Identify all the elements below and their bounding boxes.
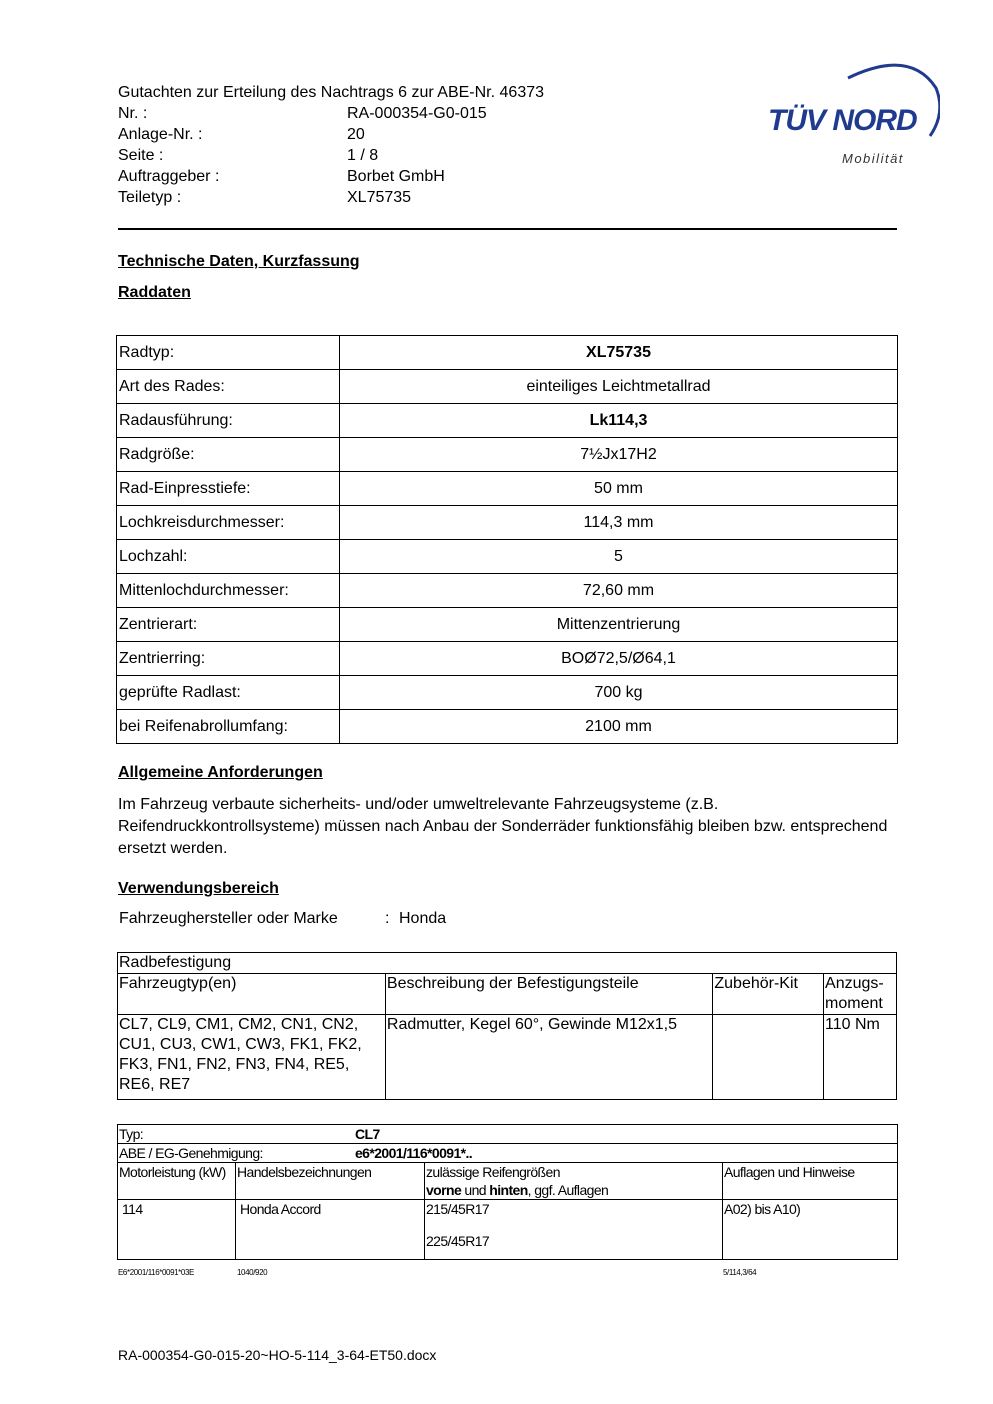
header-value: 20: [347, 126, 365, 143]
raddaten-label: geprüfte Radlast:: [117, 676, 340, 710]
column-header: Zubehör-Kit: [713, 974, 824, 1015]
raddaten-row: [117, 506, 898, 540]
column-header: Anzugs-moment: [824, 974, 897, 1015]
header-field-teiletyp: [118, 187, 544, 208]
section-heading-anforderungen: Allgemeine Anforderungen: [118, 764, 323, 781]
header-label: Nr. :: [118, 105, 148, 122]
raddaten-row: [117, 472, 898, 506]
raddaten-label: Zentrierart:: [117, 608, 340, 642]
raddaten-label: Art des Rades:: [117, 370, 340, 404]
abe-value: e6*2001/116*0091*..: [355, 1145, 473, 1161]
reifen-header-line2: [426, 1181, 721, 1199]
kw-cell: 114: [118, 1200, 236, 1260]
raddaten-row: [117, 574, 898, 608]
fine-print-bolt: 5/114,3/64: [723, 1268, 757, 1277]
raddaten-label: Radgröße:: [117, 438, 340, 472]
raddaten-row: [117, 642, 898, 676]
tuv-nord-logo: [760, 58, 940, 173]
typ-row: [118, 1125, 898, 1144]
reifen-size: 215/45R17: [426, 1201, 490, 1217]
hersteller-line: [119, 910, 446, 928]
raddaten-value: einteiliges Leichtmetallrad: [340, 370, 898, 404]
header-divider: [118, 228, 897, 230]
raddaten-label: Radtyp:: [117, 336, 340, 370]
radbefestigung-title: Radbefestigung: [118, 953, 897, 974]
raddaten-label: Radausführung:: [117, 404, 340, 438]
auflagen-cell: A02) bis A10): [723, 1200, 898, 1260]
raddaten-value: 114,3 mm: [340, 506, 898, 540]
raddaten-label: bei Reifenabrollumfang:: [117, 710, 340, 744]
hersteller-value: Honda: [399, 910, 447, 927]
raddaten-label: Lochzahl:: [117, 540, 340, 574]
logo-wordmark: TÜV NORD: [768, 104, 917, 137]
raddaten-row: [117, 710, 898, 744]
anzugsmoment-cell: 110 Nm: [824, 1015, 897, 1100]
abe-label: ABE / EG-Genehmigung:: [119, 1145, 263, 1161]
header-label: Teiletyp :: [118, 189, 182, 206]
typ-value: CL7: [355, 1126, 380, 1142]
raddaten-value: 2100 mm: [340, 710, 898, 744]
column-header-reifen: [425, 1163, 723, 1200]
raddaten-value: 700 kg: [340, 676, 898, 710]
raddaten-row: [117, 370, 898, 404]
fahrzeugtypen-cell: CL7, CL9, CM1, CM2, CN1, CN2, CU1, CU3, CW1, CW3, FK1, FK2, FK3, FN1, FN2, FN3, FN4, RE5, RE6, RE7: [118, 1015, 386, 1100]
hersteller-separator: :: [385, 910, 390, 927]
header-field-seite: [118, 145, 544, 166]
raddaten-row: [117, 540, 898, 574]
raddaten-value: 5: [340, 540, 898, 574]
raddaten-label: Rad-Einpresstiefe:: [117, 472, 340, 506]
raddaten-row: [117, 404, 898, 438]
reifen-header-line1: zulässige Reifengrößen: [426, 1164, 560, 1180]
raddaten-value: XL75735: [340, 336, 898, 370]
column-header: Fahrzeugtyp(en): [118, 974, 386, 1015]
raddaten-label: Zentrierring:: [117, 642, 340, 676]
raddaten-value: Lk114,3: [340, 404, 898, 438]
reifen-cell: [425, 1200, 723, 1260]
auflagen-suffix: , ggf. Auflagen: [527, 1182, 609, 1198]
raddaten-row: [117, 336, 898, 370]
section-heading-raddaten: Raddaten: [118, 284, 191, 301]
handelsbezeichnung-cell: Honda Accord: [236, 1200, 425, 1260]
raddaten-value: 50 mm: [340, 472, 898, 506]
document-title: Gutachten zur Erteilung des Nachtrags 6 zur ABE-Nr. 46373: [118, 84, 545, 101]
raddaten-value: Mittenzentrierung: [340, 608, 898, 642]
hinten-label: hinten: [489, 1182, 528, 1198]
footer-filename: RA-000354-G0-015-20~HO-5-114_3-64-ET50.docx: [118, 1347, 437, 1363]
raddaten-label: Mittenlochdurchmesser:: [117, 574, 340, 608]
raddaten-row: [117, 608, 898, 642]
column-header: Motorleistung (kW): [118, 1163, 236, 1200]
raddaten-table: [116, 335, 898, 744]
raddaten-value: 72,60 mm: [340, 574, 898, 608]
fine-print-approval: E6*2001/116*0091*03E: [118, 1268, 194, 1277]
befestigung-cell: Radmutter, Kegel 60°, Gewinde M12x1,5: [385, 1015, 712, 1100]
header-value: Borbet GmbH: [347, 168, 445, 185]
reifen-size: 225/45R17: [426, 1233, 490, 1249]
und-label: und: [461, 1182, 490, 1198]
fine-print-weight: 1040/920: [237, 1268, 268, 1277]
radbefestigung-table: [117, 952, 897, 1100]
header-value: XL75735: [347, 189, 412, 206]
header-label: Seite :: [118, 147, 164, 164]
zubehoer-kit-cell: [713, 1015, 824, 1100]
raddaten-value: BOØ72,5/Ø64,1: [340, 642, 898, 676]
logo-subtitle: Mobilität: [842, 151, 904, 166]
header-field-auftraggeber: [118, 166, 544, 187]
header-label: Anlage-Nr. :: [118, 126, 203, 143]
raddaten-value: 7½Jx17H2: [340, 438, 898, 472]
raddaten-label: Lochkreisdurchmesser:: [117, 506, 340, 540]
header-label: Auftraggeber :: [118, 168, 220, 185]
header-value: RA-000354-G0-015: [347, 105, 487, 122]
header-field-anlage: [118, 124, 544, 145]
typ-table: [117, 1124, 898, 1260]
document-header: [118, 82, 544, 208]
section-heading-verwendungsbereich: Verwendungsbereich: [118, 880, 279, 897]
anforderungen-paragraph: Im Fahrzeug verbaute sicherheits- und/oder umweltrelevante Fahrzeugsysteme (z.B. Reifendruckkontrollsysteme) müssen nach Anbau der Sonderräder funktionsfähig bleiben bzw. entsprechend ersetzt werden.: [118, 796, 888, 857]
hersteller-label: Fahrzeughersteller oder Marke: [119, 910, 338, 927]
typ-label: Typ:: [119, 1126, 144, 1142]
header-value: 1 / 8: [347, 147, 379, 164]
column-header: Beschreibung der Befestigungsteile: [385, 974, 712, 1015]
raddaten-row: [117, 676, 898, 710]
vorne-label: vorne: [426, 1182, 462, 1198]
abe-row: [118, 1144, 898, 1163]
section-heading-technische-daten: Technische Daten, Kurzfassung: [118, 253, 360, 270]
column-header: Auflagen und Hinweise: [723, 1163, 898, 1200]
header-field-nr: [118, 103, 544, 124]
raddaten-row: [117, 438, 898, 472]
column-header: Handelsbezeichnungen: [236, 1163, 425, 1200]
